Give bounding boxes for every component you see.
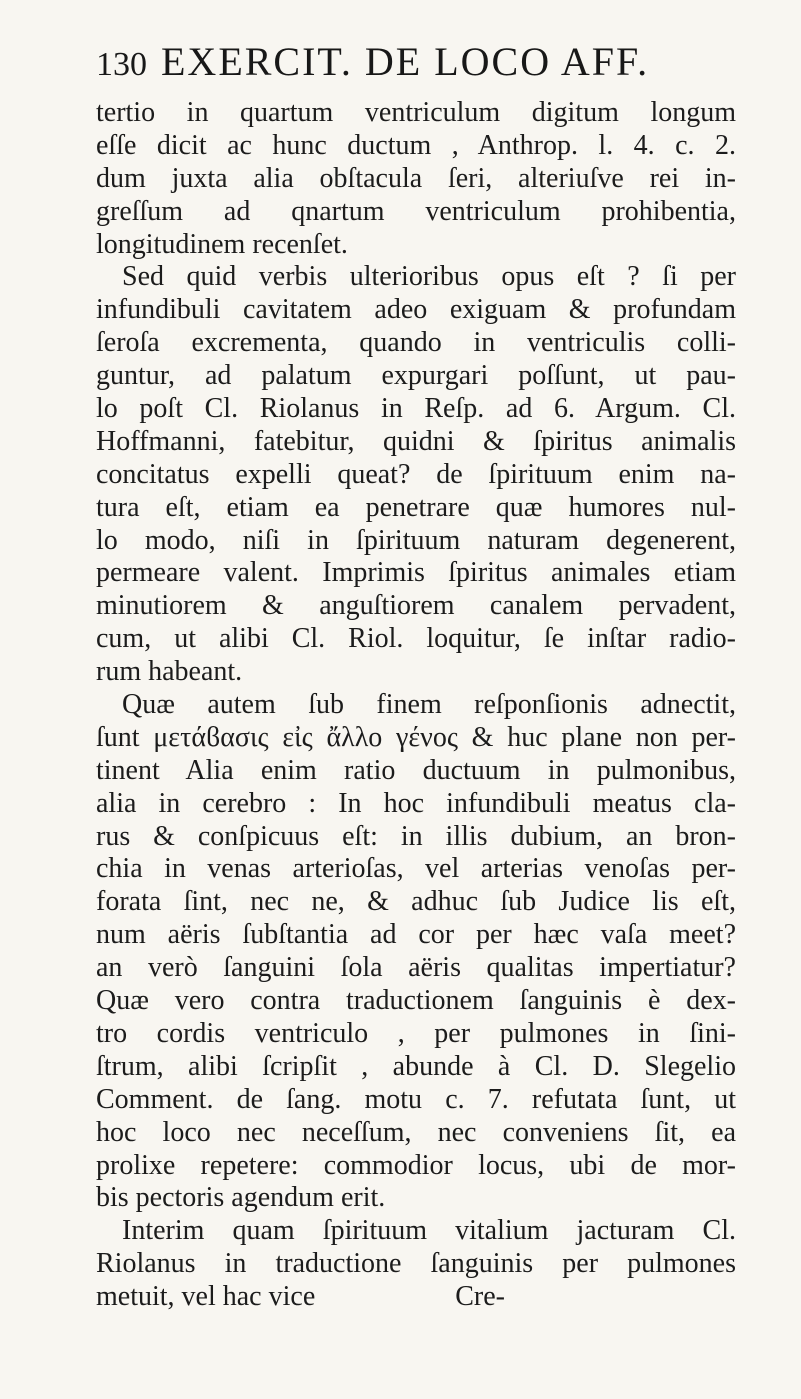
text-line: Hoffmanni, fatebitur, quidni & ſpiritus animalis: [96, 425, 736, 457]
text-line: Comment. de ſang. motu c. 7. refutata ſunt, ut: [96, 1083, 736, 1115]
text-line: tro cordis ventriculo , per pulmones in ſini-: [96, 1017, 736, 1049]
text-line: Sed quid verbis ulterioribus opus eſt ? ſi per: [122, 261, 736, 293]
text-line: Quæ vero contra traductionem ſanguinis è dex-: [96, 985, 736, 1017]
text-line: concitatus expelli queat? de ſpirituum enim na-: [96, 458, 736, 490]
text-line: an verò ſanguini ſola aëris qualitas impertiatur?: [96, 952, 736, 984]
text-line: tertio in quartum ventriculum digitum longum: [96, 97, 736, 128]
text-line: minutiorem & anguſtiorem canalem pervadent,: [96, 590, 736, 622]
text-line: greſſum ad qnartum ventriculum prohibentia,: [96, 195, 736, 227]
text-line: guntur, ad palatum expurgari poſſunt, ut pau-: [96, 360, 736, 392]
text-line: tura eſt, etiam ea penetrare quæ humores nul-: [96, 491, 736, 523]
text-line: Quæ autem ſub finem reſponſionis adnectit,: [122, 689, 736, 721]
text-line: alia in cerebro : In hoc infundibuli meatus cla-: [96, 787, 736, 819]
text-line: lo poſt Cl. Riolanus in Reſp. ad 6. Argum. Cl.: [96, 393, 736, 425]
text-line: num aëris ſubſtantia ad cor per hæc vaſa meet?: [96, 919, 736, 951]
text-line: longitudinem recenſet.: [96, 228, 348, 260]
text-line: Riolanus in traductione ſanguinis per pulmones: [96, 1248, 736, 1280]
text-line: eſſe dicit ac hunc ductum , Anthrop. l. 4. c. 2.: [96, 129, 736, 161]
text-line: infundibuli cavitatem adeo exiguam & profundam: [96, 294, 736, 326]
text-line: chia in venas arterioſas, vel arterias venoſas per-: [96, 853, 736, 885]
text-line: forata ſint, nec ne, & adhuc ſub Judice lis eſt,: [96, 886, 736, 918]
page-number: 130: [96, 46, 147, 83]
text-line: rum habeant.: [96, 656, 243, 688]
text-line: hoc loco nec neceſſum, nec conveniens ſit, ea: [96, 1116, 736, 1148]
text-line: rus & conſpicuus eſt: in illis dubium, an bron-: [96, 820, 736, 852]
text-line: ſtrum, alibi ſcripſit , abunde à Cl. D. Slegelio: [96, 1050, 736, 1082]
text-line: Interim quam ſpirituum vitalium jacturam Cl.: [122, 1215, 736, 1247]
page-header: [96, 38, 736, 98]
text-line: ſunt μετάϐασις εἰς ἄλλο γένος & huc plane non per-: [96, 721, 736, 753]
text-line: ſeroſa excrementa, quando in ventriculis colli-: [96, 327, 736, 359]
text-line: dum juxta alia obſtacula ſeri, alteriuſve rei in-: [96, 162, 736, 194]
text-line: cum, ut alibi Cl. Riol. loquitur, ſe inſtar radio-: [96, 623, 736, 655]
body-text: [96, 97, 736, 1314]
text-line: permeare valent. Imprimis ſpiritus animales etiam: [96, 557, 736, 589]
text-line: bis pectoris agendum erit.: [96, 1182, 386, 1214]
text-line: lo modo, niſi in ſpirituum naturam degenerent,: [96, 524, 736, 556]
text-line: metuit, vel hac vice Cre-: [96, 1281, 505, 1313]
text-line: tinent Alia enim ratio ductuum in pulmonibus,: [96, 754, 736, 786]
text-line: prolixe repetere: commodior locus, ubi de mor-: [96, 1149, 736, 1181]
running-head: EXERCIT. DE LOCO AFF.: [161, 39, 650, 84]
